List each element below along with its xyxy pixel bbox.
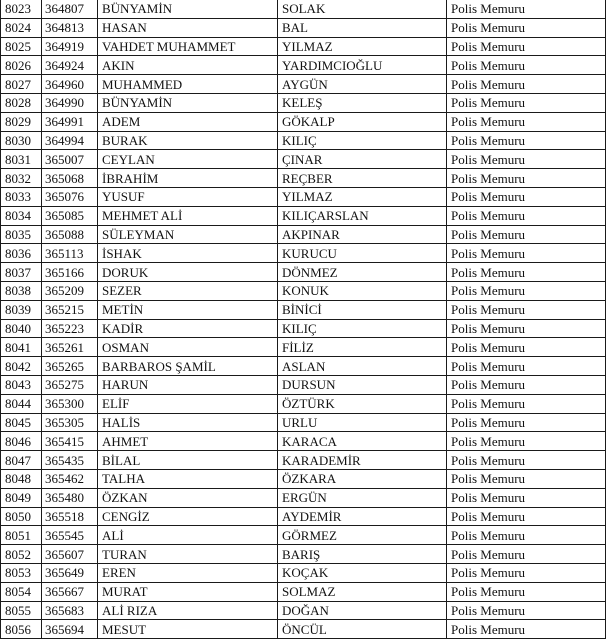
row-registry-number: 365607	[42, 545, 98, 564]
row-rank-title: Polis Memuru	[447, 18, 606, 37]
row-rank-title: Polis Memuru	[447, 300, 606, 319]
row-rank-title: Polis Memuru	[447, 56, 606, 75]
row-sequence-number: 8047	[1, 451, 42, 470]
row-last-name: ÖZTÜRK	[278, 394, 447, 413]
row-registry-number: 365480	[42, 488, 98, 507]
row-last-name: BİNİCİ	[278, 300, 447, 319]
row-sequence-number: 8029	[1, 112, 42, 131]
row-registry-number: 365261	[42, 338, 98, 357]
row-registry-number: 365649	[42, 563, 98, 582]
row-registry-number: 365462	[42, 469, 98, 488]
row-rank-title: Polis Memuru	[447, 206, 606, 225]
row-rank-title: Polis Memuru	[447, 338, 606, 357]
row-sequence-number: 8051	[1, 526, 42, 545]
row-registry-number: 365415	[42, 432, 98, 451]
row-registry-number: 364994	[42, 131, 98, 150]
table-row	[1, 0, 606, 18]
row-last-name: URLU	[278, 413, 447, 432]
row-last-name: GÖKALP	[278, 112, 447, 131]
row-rank-title: Polis Memuru	[447, 620, 606, 639]
table-row	[1, 56, 606, 75]
row-registry-number: 365694	[42, 620, 98, 639]
row-last-name: BARIŞ	[278, 545, 447, 564]
row-sequence-number: 8053	[1, 563, 42, 582]
row-registry-number: 364990	[42, 93, 98, 112]
row-first-name: AHMET	[98, 432, 278, 451]
row-last-name: KURUCU	[278, 244, 447, 263]
table-row	[1, 187, 606, 206]
table-row	[1, 131, 606, 150]
table-row	[1, 338, 606, 357]
row-first-name: BİLAL	[98, 451, 278, 470]
row-rank-title: Polis Memuru	[447, 0, 606, 18]
row-sequence-number: 8045	[1, 413, 42, 432]
row-last-name: SOLMAZ	[278, 582, 447, 601]
row-last-name: ÇINAR	[278, 150, 447, 169]
row-rank-title: Polis Memuru	[447, 150, 606, 169]
row-first-name: CENGİZ	[98, 507, 278, 526]
row-sequence-number: 8034	[1, 206, 42, 225]
row-first-name: BURAK	[98, 131, 278, 150]
row-rank-title: Polis Memuru	[447, 225, 606, 244]
row-last-name: KARADEMİR	[278, 451, 447, 470]
row-rank-title: Polis Memuru	[447, 563, 606, 582]
row-first-name: BÜNYAMİN	[98, 0, 278, 18]
row-sequence-number: 8038	[1, 281, 42, 300]
row-sequence-number: 8030	[1, 131, 42, 150]
row-first-name: MURAT	[98, 582, 278, 601]
table-row	[1, 526, 606, 545]
table-row	[1, 75, 606, 94]
row-rank-title: Polis Memuru	[447, 469, 606, 488]
table-row	[1, 413, 606, 432]
row-registry-number: 364924	[42, 56, 98, 75]
row-registry-number: 365113	[42, 244, 98, 263]
table-row	[1, 507, 606, 526]
row-first-name: YUSUF	[98, 187, 278, 206]
row-first-name: SEZER	[98, 281, 278, 300]
row-sequence-number: 8048	[1, 469, 42, 488]
row-last-name: DURSUN	[278, 375, 447, 394]
table-row	[1, 620, 606, 639]
row-sequence-number: 8052	[1, 545, 42, 564]
row-rank-title: Polis Memuru	[447, 131, 606, 150]
row-registry-number: 365085	[42, 206, 98, 225]
row-rank-title: Polis Memuru	[447, 37, 606, 56]
row-registry-number: 365223	[42, 319, 98, 338]
row-last-name: ÖNCÜL	[278, 620, 447, 639]
row-last-name: KILIÇ	[278, 131, 447, 150]
row-rank-title: Polis Memuru	[447, 526, 606, 545]
table-row	[1, 300, 606, 319]
row-sequence-number: 8035	[1, 225, 42, 244]
row-sequence-number: 8036	[1, 244, 42, 263]
row-last-name: KOÇAK	[278, 563, 447, 582]
row-last-name: GÖRMEZ	[278, 526, 447, 545]
row-first-name: BÜNYAMİN	[98, 93, 278, 112]
row-rank-title: Polis Memuru	[447, 507, 606, 526]
row-last-name: YILMAZ	[278, 37, 447, 56]
row-rank-title: Polis Memuru	[447, 263, 606, 282]
row-registry-number: 365683	[42, 601, 98, 620]
row-first-name: VAHDET MUHAMMET	[98, 37, 278, 56]
row-registry-number: 365088	[42, 225, 98, 244]
table-row	[1, 432, 606, 451]
row-sequence-number: 8037	[1, 263, 42, 282]
row-sequence-number: 8041	[1, 338, 42, 357]
row-sequence-number: 8025	[1, 37, 42, 56]
row-registry-number: 365265	[42, 357, 98, 376]
table-row	[1, 469, 606, 488]
row-sequence-number: 8042	[1, 357, 42, 376]
row-last-name: REÇBER	[278, 169, 447, 188]
row-last-name: KARACA	[278, 432, 447, 451]
row-registry-number: 365300	[42, 394, 98, 413]
table-row	[1, 112, 606, 131]
row-sequence-number: 8049	[1, 488, 42, 507]
row-first-name: HARUN	[98, 375, 278, 394]
row-last-name: YARDIMCIOĞLU	[278, 56, 447, 75]
table-row	[1, 244, 606, 263]
row-rank-title: Polis Memuru	[447, 451, 606, 470]
personnel-table-body	[1, 0, 606, 639]
row-rank-title: Polis Memuru	[447, 488, 606, 507]
row-rank-title: Polis Memuru	[447, 75, 606, 94]
row-last-name: KELEŞ	[278, 93, 447, 112]
row-rank-title: Polis Memuru	[447, 187, 606, 206]
row-rank-title: Polis Memuru	[447, 601, 606, 620]
table-row	[1, 563, 606, 582]
row-first-name: EREN	[98, 563, 278, 582]
row-first-name: ALİ RIZA	[98, 601, 278, 620]
row-sequence-number: 8028	[1, 93, 42, 112]
table-row	[1, 263, 606, 282]
row-rank-title: Polis Memuru	[447, 281, 606, 300]
row-registry-number: 365518	[42, 507, 98, 526]
row-sequence-number: 8040	[1, 319, 42, 338]
row-sequence-number: 8026	[1, 56, 42, 75]
row-first-name: HALİS	[98, 413, 278, 432]
row-first-name: ALİ	[98, 526, 278, 545]
row-registry-number: 364807	[42, 0, 98, 18]
row-last-name: BAL	[278, 18, 447, 37]
row-first-name: KADİR	[98, 319, 278, 338]
table-row	[1, 394, 606, 413]
table-row	[1, 150, 606, 169]
row-sequence-number: 8024	[1, 18, 42, 37]
row-first-name: SÜLEYMAN	[98, 225, 278, 244]
row-last-name: KILIÇ	[278, 319, 447, 338]
row-sequence-number: 8046	[1, 432, 42, 451]
row-first-name: HASAN	[98, 18, 278, 37]
row-first-name: TURAN	[98, 545, 278, 564]
row-rank-title: Polis Memuru	[447, 394, 606, 413]
row-registry-number: 365166	[42, 263, 98, 282]
row-first-name: AKIN	[98, 56, 278, 75]
table-row	[1, 169, 606, 188]
row-first-name: BARBAROS ŞAMİL	[98, 357, 278, 376]
row-first-name: ÖZKAN	[98, 488, 278, 507]
table-row	[1, 225, 606, 244]
row-first-name: TALHA	[98, 469, 278, 488]
row-sequence-number: 8032	[1, 169, 42, 188]
row-registry-number: 364919	[42, 37, 98, 56]
row-sequence-number: 8031	[1, 150, 42, 169]
table-row	[1, 281, 606, 300]
row-last-name: KONUK	[278, 281, 447, 300]
row-last-name: YILMAZ	[278, 187, 447, 206]
row-first-name: ELİF	[98, 394, 278, 413]
row-last-name: ASLAN	[278, 357, 447, 376]
row-sequence-number: 8050	[1, 507, 42, 526]
row-registry-number: 365007	[42, 150, 98, 169]
row-last-name: DOĞAN	[278, 601, 447, 620]
table-row	[1, 37, 606, 56]
table-row	[1, 357, 606, 376]
row-last-name: SOLAK	[278, 0, 447, 18]
row-rank-title: Polis Memuru	[447, 545, 606, 564]
row-rank-title: Polis Memuru	[447, 432, 606, 451]
row-first-name: MESUT	[98, 620, 278, 639]
row-registry-number: 365215	[42, 300, 98, 319]
row-first-name: ADEM	[98, 112, 278, 131]
row-sequence-number: 8033	[1, 187, 42, 206]
row-registry-number: 365545	[42, 526, 98, 545]
row-registry-number: 364960	[42, 75, 98, 94]
row-rank-title: Polis Memuru	[447, 375, 606, 394]
row-last-name: FİLİZ	[278, 338, 447, 357]
row-rank-title: Polis Memuru	[447, 582, 606, 601]
row-first-name: İSHAK	[98, 244, 278, 263]
row-sequence-number: 8055	[1, 601, 42, 620]
row-last-name: DÖNMEZ	[278, 263, 447, 282]
row-registry-number: 365305	[42, 413, 98, 432]
row-last-name: AYDEMİR	[278, 507, 447, 526]
row-rank-title: Polis Memuru	[447, 357, 606, 376]
row-first-name: MUHAMMED	[98, 75, 278, 94]
table-row	[1, 601, 606, 620]
row-registry-number: 365667	[42, 582, 98, 601]
row-first-name: CEYLAN	[98, 150, 278, 169]
row-last-name: ÖZKARA	[278, 469, 447, 488]
row-last-name: KILIÇARSLAN	[278, 206, 447, 225]
row-first-name: DORUK	[98, 263, 278, 282]
row-first-name: OSMAN	[98, 338, 278, 357]
row-rank-title: Polis Memuru	[447, 112, 606, 131]
table-row	[1, 206, 606, 225]
row-rank-title: Polis Memuru	[447, 169, 606, 188]
row-sequence-number: 8054	[1, 582, 42, 601]
table-row	[1, 582, 606, 601]
row-registry-number: 365275	[42, 375, 98, 394]
table-row	[1, 93, 606, 112]
row-registry-number: 364991	[42, 112, 98, 131]
row-first-name: METİN	[98, 300, 278, 319]
row-last-name: ERGÜN	[278, 488, 447, 507]
row-rank-title: Polis Memuru	[447, 93, 606, 112]
table-row	[1, 451, 606, 470]
row-last-name: AKPINAR	[278, 225, 447, 244]
row-sequence-number: 8023	[1, 0, 42, 18]
table-row	[1, 375, 606, 394]
row-registry-number: 365068	[42, 169, 98, 188]
row-registry-number: 364813	[42, 18, 98, 37]
table-row	[1, 18, 606, 37]
table-row	[1, 319, 606, 338]
row-registry-number: 365435	[42, 451, 98, 470]
row-sequence-number: 8027	[1, 75, 42, 94]
table-row	[1, 488, 606, 507]
row-rank-title: Polis Memuru	[447, 244, 606, 263]
row-rank-title: Polis Memuru	[447, 319, 606, 338]
row-sequence-number: 8056	[1, 620, 42, 639]
row-first-name: İBRAHİM	[98, 169, 278, 188]
row-registry-number: 365076	[42, 187, 98, 206]
row-first-name: MEHMET ALİ	[98, 206, 278, 225]
row-last-name: AYGÜN	[278, 75, 447, 94]
row-rank-title: Polis Memuru	[447, 413, 606, 432]
row-registry-number: 365209	[42, 281, 98, 300]
row-sequence-number: 8043	[1, 375, 42, 394]
table-row	[1, 545, 606, 564]
row-sequence-number: 8044	[1, 394, 42, 413]
row-sequence-number: 8039	[1, 300, 42, 319]
